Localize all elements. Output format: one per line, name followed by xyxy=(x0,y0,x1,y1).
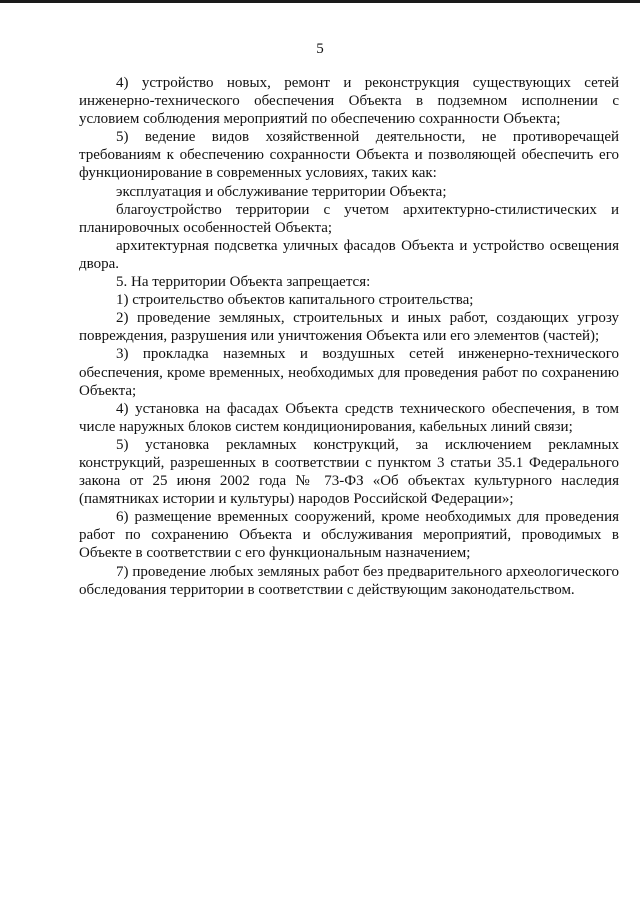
prohibition-item-5: 5) установка рекламных конструкций, за исключением рекламных конструкций, разрешенных в соответствии с пунктом 3 статьи 35.1 Федерального закона от 25 июня 2002 года № 73-ФЗ «Об объектах культурного наследия (памятниках истории и культуры) народов Российской Федерации»; xyxy=(79,436,619,508)
section-5-heading: 5. На территории Объекта запрещается: xyxy=(116,274,371,291)
paragraph-item-5-economic-activity: 5) ведение видов хозяйственной деятельности, не противоречащей требованиям к обеспечению сохранности Объекта и позволяющей обеспечить его функционирование в современных условиях, таких как: xyxy=(79,129,619,182)
document-body xyxy=(79,74,619,599)
prohibition-item-2: 2) проведение земляных, строительных и иных работ, создающих угрозу повреждения, разрушения или уничтожения Объекта или его элементов (частей); xyxy=(79,310,619,345)
page-number: 5 xyxy=(316,41,324,57)
paragraph-landscaping: благоустройство территории с учетом архитектурно-стилистических и планировочных особенностей Объекта; xyxy=(79,201,619,236)
prohibition-item-4: 4) установка на фасадах Объекта средств технического обеспечения, в том числе наружных блоков систем кондиционирования, кабельных линий связи; xyxy=(79,400,619,435)
prohibition-item-3: 3) прокладка наземных и воздушных сетей инженерно-технического обеспечения, кроме временных, необходимых для проведения работ по сохранению Объекта; xyxy=(79,346,619,399)
paragraph-exploitation: эксплуатация и обслуживание территории Объекта; xyxy=(116,183,447,200)
paragraph-facade-lighting: архитектурная подсветка уличных фасадов Объекта и устройство освещения двора. xyxy=(79,237,619,272)
prohibition-item-7: 7) проведение любых земляных работ без предварительного археологического обследования территории в соответствии с действующим законодательством. xyxy=(79,563,619,598)
paragraph-item-4-networks: 4) устройство новых, ремонт и реконструкция существующих сетей инженерно-технического обеспечения Объекта в подземном исполнении с условием соблюдения мероприятий по обеспечению сохранности Объекта; xyxy=(79,75,619,128)
scan-top-edge xyxy=(0,0,640,3)
prohibition-item-1: 1) строительство объектов капитального строительства; xyxy=(116,292,474,309)
prohibition-item-6: 6) размещение временных сооружений, кроме необходимых для проведения работ по сохранению Объекта и обслуживания мероприятий, проводимых в Объекте в соответствии с его функциональным назначением; xyxy=(79,509,619,562)
